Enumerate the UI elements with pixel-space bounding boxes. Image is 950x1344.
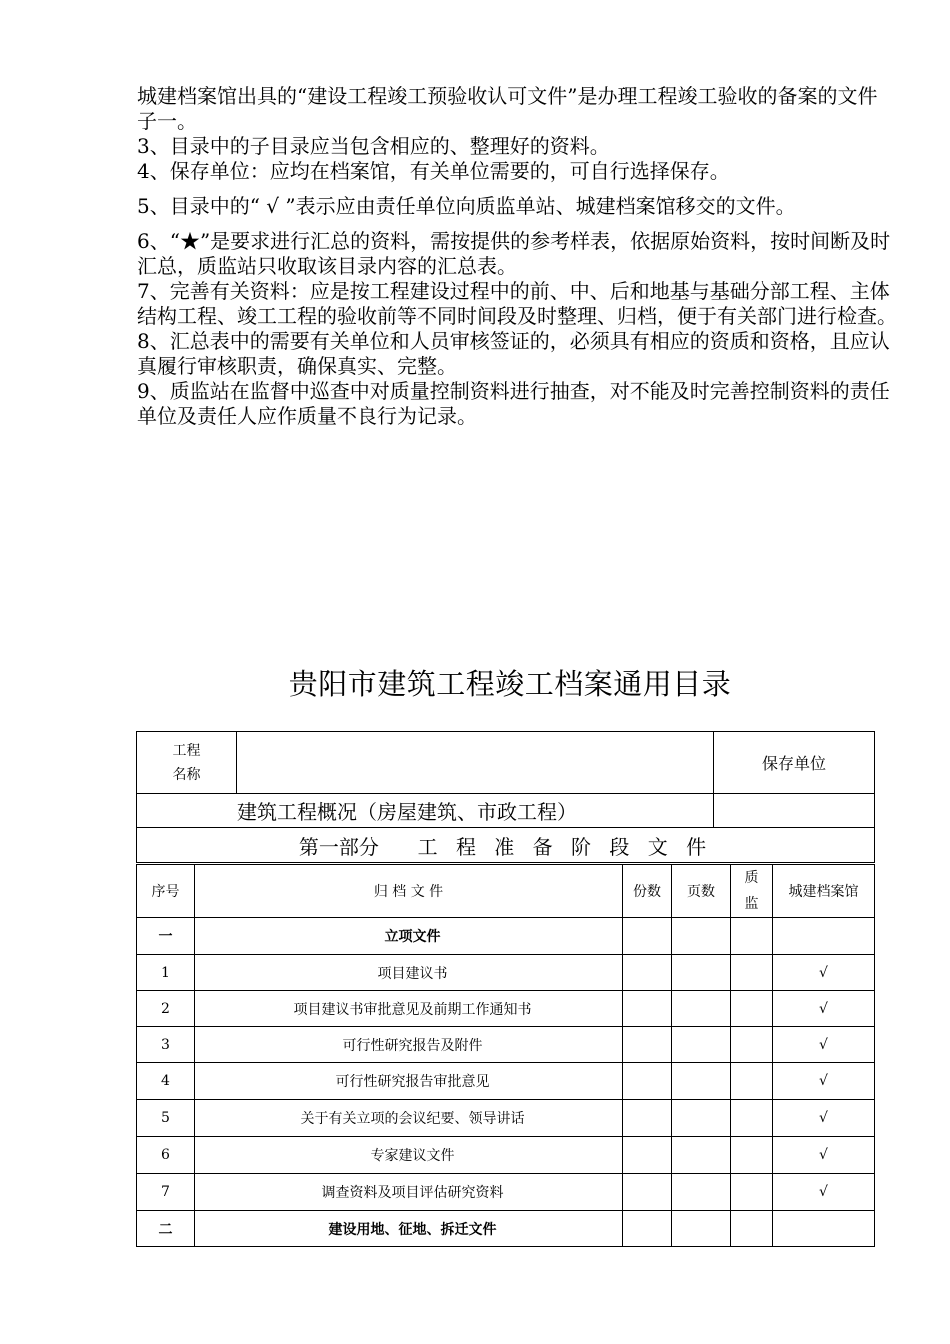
table-row: [137, 1174, 875, 1211]
row-copies: [623, 918, 672, 955]
project-name-label-line1: 工程: [172, 742, 201, 759]
row-pages: [672, 955, 731, 991]
row-copies: [623, 1174, 672, 1211]
col-qc-line1: 质: [744, 870, 759, 886]
row-seq: 1: [137, 955, 195, 991]
row-file: 项目建议书: [195, 955, 623, 991]
row-qc: [731, 1174, 773, 1211]
note-item-9: 9、质监站在监督中巡查中对质量控制资料进行抽查，对不能及时完善控制资料的责任单位及责任人应作质量不良行为记录。: [137, 379, 890, 428]
row-pages: [672, 1137, 731, 1174]
overview-label: 建筑工程概况（房屋建筑、市政工程）: [137, 794, 714, 828]
row-seq: 6: [137, 1137, 195, 1174]
row-qc: [731, 991, 773, 1027]
row-file: 可行性研究报告及附件: [195, 1027, 623, 1063]
row-pages: [672, 1027, 731, 1063]
row-pages: [672, 991, 731, 1027]
row-archive-check: √: [773, 1137, 875, 1174]
table-row: [137, 1211, 875, 1247]
row-file: 立项文件: [195, 918, 623, 955]
row-pages: [672, 1063, 731, 1100]
row-pages: [672, 1211, 731, 1247]
col-qc-line2: 监: [744, 896, 759, 912]
note-item-7: 7、完善有关资料：应是按工程建设过程中的前、中、后和地基与基础分部工程、主体结构工程、竣工工程的验收前等不同时间段及时整理、归档，便于有关部门进行检查。: [137, 279, 897, 328]
row-archive-check: √: [773, 1174, 875, 1211]
row-qc: [731, 1137, 773, 1174]
row-copies: [623, 991, 672, 1027]
catalog-title: 贵阳市建筑工程竣工档案通用目录: [288, 667, 732, 701]
row-seq: 二: [137, 1211, 195, 1247]
col-file: 归 档 文 件: [195, 865, 623, 918]
note-item-6: 6、“★”是要求进行汇总的资料，需按提供的参考样表，依据原始资料，按时间断及时汇总，质监站只收取该目录内容的汇总表。: [137, 229, 891, 278]
table-row: [137, 1027, 875, 1063]
part-label: 第一部分: [298, 834, 379, 859]
file-list-table: [136, 864, 875, 1247]
notes-section: [137, 84, 897, 429]
col-qc: [731, 865, 773, 918]
table-row: [137, 1063, 875, 1100]
note-item-8: 8、汇总表中的需要有关单位和人员审核签证的，必须具有相应的资质和资格，且应认真履行审核职责，确保真实、完整。: [137, 329, 890, 378]
row-file: 关于有关立项的会议纪要、领导讲话: [195, 1100, 623, 1137]
table-row: [137, 955, 875, 991]
row-archive-check: √: [773, 955, 875, 991]
row-seq: 2: [137, 991, 195, 1027]
table-row: [137, 918, 875, 955]
col-copies: 份数: [623, 865, 672, 918]
row-seq: 5: [137, 1100, 195, 1137]
row-qc: [731, 1063, 773, 1100]
row-pages: [672, 1174, 731, 1211]
project-name-label: [137, 732, 237, 794]
row-qc: [731, 1100, 773, 1137]
row-archive-check: [773, 918, 875, 955]
overview-storage-cell: [714, 794, 875, 828]
row-file: 可行性研究报告审批意见: [195, 1063, 623, 1100]
part-name: 工 程 准 备 阶 段 文 件: [417, 834, 713, 859]
table-row: [137, 1100, 875, 1137]
row-seq: 3: [137, 1027, 195, 1063]
col-seq: 序号: [137, 865, 195, 918]
row-qc: [731, 1211, 773, 1247]
row-seq: 4: [137, 1063, 195, 1100]
row-file: 调查资料及项目评估研究资料: [195, 1174, 623, 1211]
part-one-header: [137, 828, 875, 863]
col-archive: 城建档案馆: [773, 865, 875, 918]
column-header-row: [137, 865, 875, 918]
note-item-3: 3、目录中的子目录应当包含相应的、整理好的资料。: [137, 134, 610, 158]
row-file: 建设用地、征地、拆迁文件: [195, 1211, 623, 1247]
row-copies: [623, 1100, 672, 1137]
table-row: [137, 991, 875, 1027]
row-seq: 一: [137, 918, 195, 955]
row-qc: [731, 918, 773, 955]
row-pages: [672, 1100, 731, 1137]
row-pages: [672, 918, 731, 955]
note-item-5: 5、目录中的“ √ ”表示应由责任单位向质监单站、城建档案馆移交的文件。: [137, 194, 796, 218]
row-qc: [731, 955, 773, 991]
row-copies: [623, 1027, 672, 1063]
row-copies: [623, 1211, 672, 1247]
table-row: [137, 1137, 875, 1174]
storage-unit-label: 保存单位: [714, 732, 875, 794]
note-paragraph-archive: 城建档案馆出具的“建设工程竣工预验收认可文件”是办理工程竣工验收的备案的文件子一。: [137, 84, 878, 133]
project-name-label-line2: 名称: [172, 766, 201, 783]
row-copies: [623, 955, 672, 991]
row-archive-check: √: [773, 991, 875, 1027]
project-name-value[interactable]: [237, 732, 714, 794]
row-file: 专家建议文件: [195, 1137, 623, 1174]
row-archive-check: √: [773, 1100, 875, 1137]
row-archive-check: [773, 1211, 875, 1247]
row-seq: 7: [137, 1174, 195, 1211]
file-rows: [137, 918, 875, 1247]
note-item-4: 4、保存单位：应均在档案馆，有关单位需要的，可自行选择保存。: [137, 159, 730, 183]
catalog-header-table: [136, 731, 875, 863]
row-qc: [731, 1027, 773, 1063]
row-copies: [623, 1137, 672, 1174]
row-file: 项目建议书审批意见及前期工作通知书: [195, 991, 623, 1027]
row-copies: [623, 1063, 672, 1100]
row-archive-check: √: [773, 1063, 875, 1100]
col-pages: 页数: [672, 865, 731, 918]
row-archive-check: √: [773, 1027, 875, 1063]
